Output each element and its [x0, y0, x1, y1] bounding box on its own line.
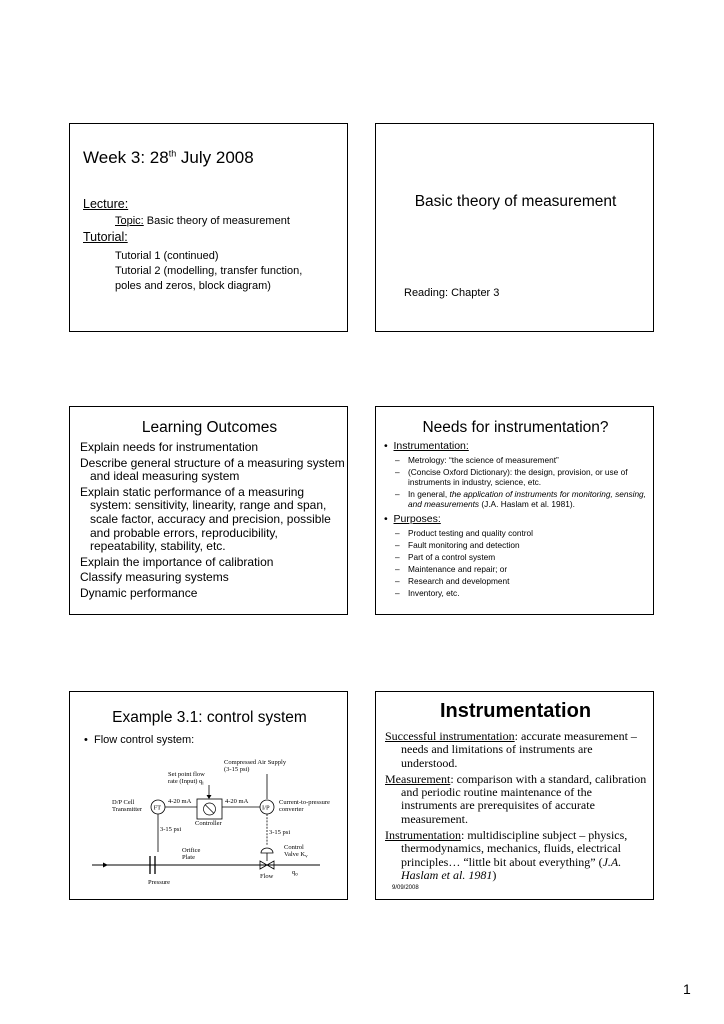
label-psi-left: 3-15 psi: [160, 826, 182, 833]
label-dp-transmitter: Transmitter: [112, 806, 143, 813]
needs-list: [384, 440, 646, 600]
list-item: – Fault monitoring and detection: [395, 540, 520, 550]
slide-title: Learning Outcomes: [141, 419, 278, 436]
list-item: – Product testing and quality control: [395, 528, 533, 538]
list-item: – Research and development: [395, 576, 510, 586]
label-dp-cell: D/P Cell: [112, 799, 135, 806]
list-item: – Part of a control system: [395, 552, 496, 562]
label-q0: $q_o$: [292, 869, 298, 878]
slide-week3-overview: [69, 123, 348, 332]
label-ft: FT: [153, 804, 162, 812]
list-item: Explain the importance of calibration: [80, 554, 274, 569]
label-flow: Flow: [260, 873, 274, 880]
label-controller: Controller: [195, 820, 222, 827]
list-item: Explain needs for instrumentation: [80, 440, 259, 454]
list-item: Describe general structure of a measuring system and ideal measuring system: [80, 455, 345, 484]
outcomes-list: [70, 441, 346, 603]
label-converter-2: converter: [279, 806, 304, 813]
label-control: Control: [284, 844, 304, 851]
slide-title: Needs for instrumentation?: [422, 419, 609, 436]
list-item: Dynamic performance: [80, 585, 198, 600]
list-item: • Purposes:: [384, 513, 441, 525]
label-converter: Current-to-pressure: [279, 799, 330, 806]
label-plate: Plate: [182, 854, 195, 861]
list-item: Explain static performance of a measuring system: sensitivity, linearity, range and span, scale factor, accuracy and precision, possible and probable errors, reproducibility, repeatability, stability, etc.: [80, 484, 331, 554]
list-item: – Metrology: “the science of measurement”: [395, 455, 559, 465]
slide-title: Instrumentation: [439, 700, 592, 722]
list-item: – Inventory, etc.: [395, 588, 460, 598]
slide-title: Example 3.1: control system: [112, 709, 307, 726]
label-compressed-air: Compressed Air Supply: [224, 759, 287, 766]
paragraph-measurement: Measurement: comparison with a standard, calibration and periodic routine maintenance of the instruments are prerequisites of accurate measurement.: [385, 771, 647, 826]
flow-control-diagram: [70, 692, 348, 900]
topic-line: Topic: Basic theory of measurement: [115, 215, 290, 227]
slide-basic-theory: [375, 123, 654, 332]
list-item: – Maintenance and repair; or: [395, 564, 508, 574]
valve-actuator: [261, 848, 273, 853]
label-ma-right: 4-20 mA: [225, 798, 249, 805]
list-item: • Instrumentation:: [384, 440, 469, 452]
label-ma-left: 4-20 mA: [168, 798, 192, 805]
paragraph-instrumentation: Instrumentation: multidiscipline subject – physics, thermodynamics, mechanics, fluids, electrical principles… “little bit about everything” (J.A. Haslam et al. 1981): [385, 828, 628, 882]
setpoint-arrowhead: [207, 795, 212, 799]
label-compressed-air-psi: (3-15 psi): [224, 766, 250, 773]
tutorial-label: Tutorial:: [83, 230, 128, 244]
list-item: – In general, the application of instruments for monitoring, sensing, and measurements (J.A. Haslam et al. 1981).: [395, 489, 646, 509]
reading-note: Reading: Chapter 3: [404, 287, 500, 299]
list-item: Classify measuring systems: [80, 570, 229, 585]
slide-example-control-system: [69, 691, 348, 900]
label-setpoint-input: rate (Input) $q_i$: [168, 778, 204, 787]
label-setpoint: Set point flow: [168, 771, 205, 778]
label-ip: I/P: [262, 804, 270, 812]
label-valve-kv: Valve $K_v$: [284, 851, 308, 860]
slide-learning-outcomes: [69, 406, 348, 615]
list-item: – (Concise Oxford Dictionary): the design, provision, or use of instruments in industry, science, etc.: [395, 467, 628, 487]
slide-instrumentation: [375, 691, 654, 900]
tutorial-list: Tutorial 1 (continued) Tutorial 2 (modelling, transfer function, poles and zeros, block diagram): [115, 250, 303, 292]
label-psi-right: 3-15 psi: [269, 829, 291, 836]
instrumentation-text: [385, 730, 649, 885]
paragraph-successful: Successful instrumentation: accurate measurement – needs and limitations of instruments are understood.: [385, 729, 637, 770]
flow-arrowhead: [103, 863, 108, 868]
slide-date: 9/09/2008: [392, 885, 419, 891]
slide-needs-instrumentation: [375, 406, 654, 615]
lecture-label: Lecture:: [83, 197, 129, 211]
label-orifice: Orifice: [182, 847, 201, 854]
bullet-flow-control: • Flow control system:: [84, 734, 195, 746]
slide-title: Basic theory of measurement: [414, 193, 617, 210]
page-number: 1: [683, 981, 691, 997]
label-pressure: Pressure: [148, 879, 171, 886]
slide-title: Week 3: 28th July 2008: [83, 148, 254, 167]
